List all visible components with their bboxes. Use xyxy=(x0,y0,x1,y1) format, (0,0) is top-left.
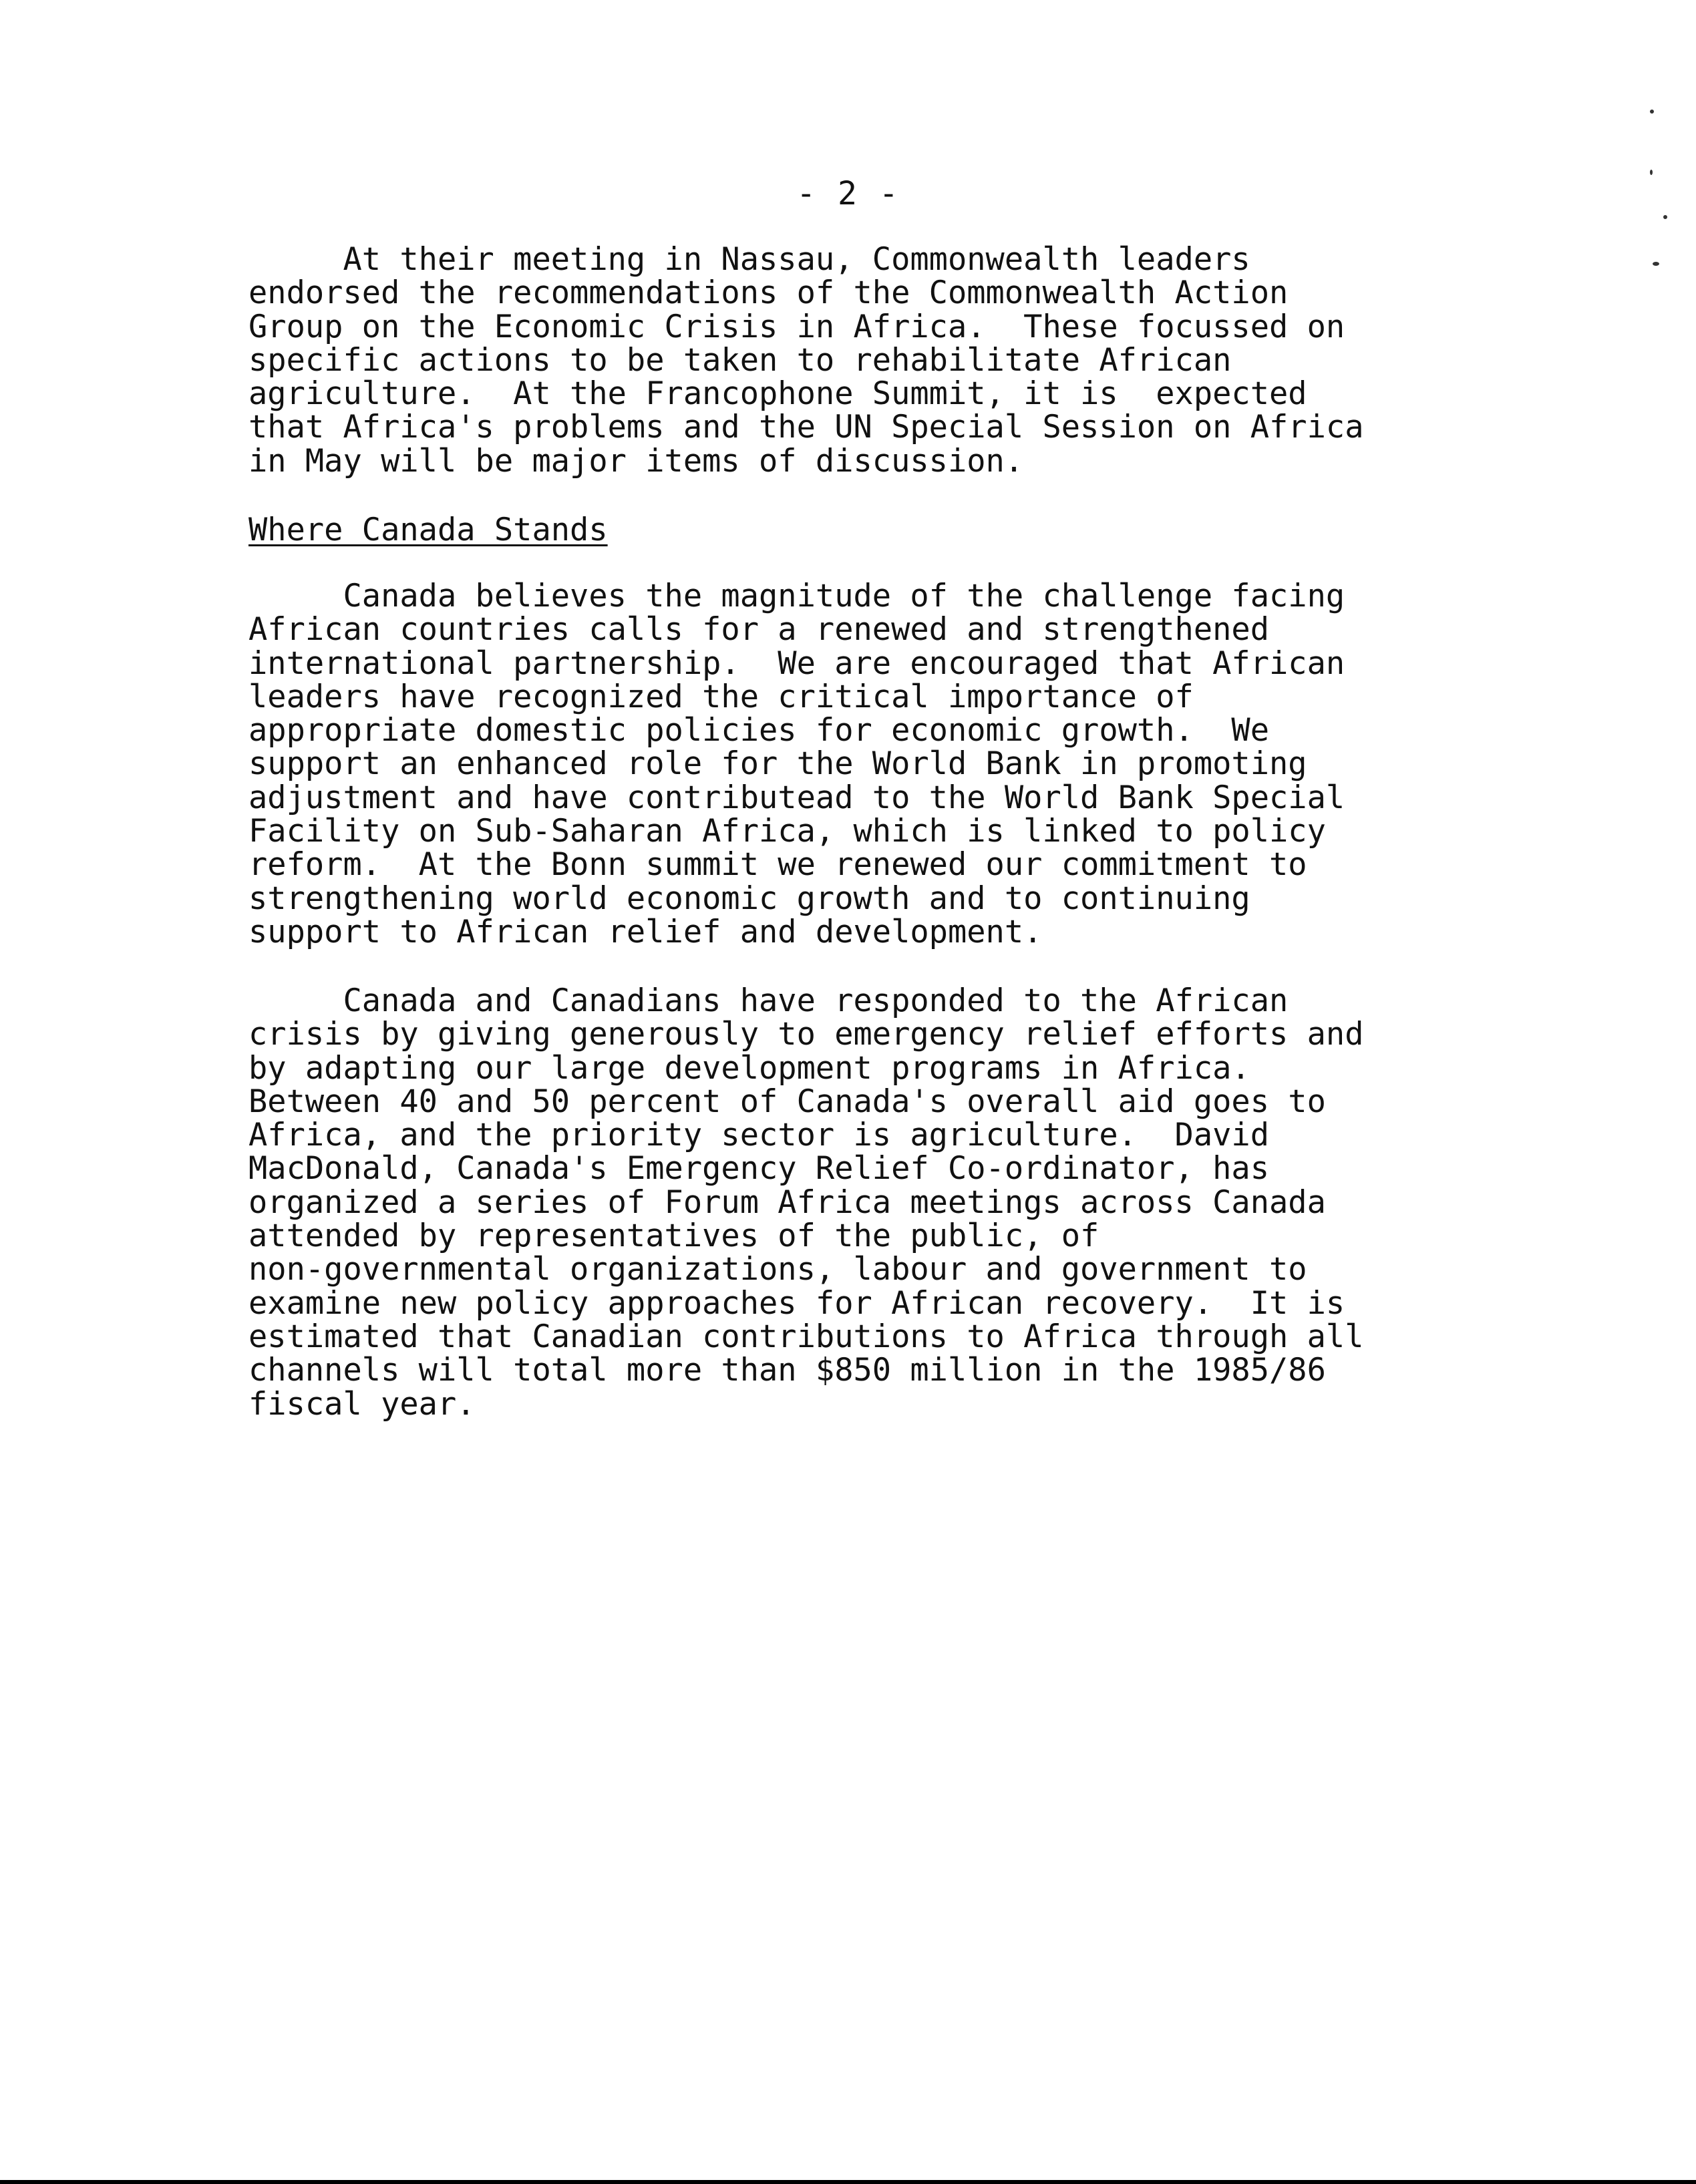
paragraph-canadian-response: Canada and Canadians have responded to the African crisis by giving generously to emergency relief efforts and by adapting our large development programs in Africa. Between 40 and 50 percent of Canada's overall aid goes to Africa, and the priority sector is agriculture. David MacDonald, Canada's Emergency Relief Co-ordinator, has organized a series of Forum Africa meetings across Canada attended by representatives of the public, of non-governmental organizations, labour and government to examine new policy approaches for African recovery. It is estimated that Canadian contributions to Africa through all channels will total more than $850 million in the 1985/86 fiscal year. xyxy=(248,982,1364,1423)
paragraph-canada-position: Canada believes the magnitude of the challenge facing African countries calls for a renewed and strengthened international partnership. We are encouraged that African leaders have recognized the critical importance of appropriate domestic policies for economic growth. We support an enhanced role for the World Bank in promoting adjustment and have contributead to the World Bank Special Facility on Sub-Saharan Africa, which is linked to policy reform. At the Bonn summit we renewed our commitment to strengthening world economic growth and to continuing support to African relief and development. xyxy=(248,578,1345,950)
scan-speck xyxy=(1663,215,1667,219)
scan-speck xyxy=(1650,110,1654,114)
scan-speck xyxy=(1653,262,1659,266)
scan-speck xyxy=(1650,170,1653,175)
section-heading: Where Canada Stands xyxy=(248,512,608,548)
bottom-border xyxy=(0,2180,1696,2184)
page-number: - 2 - xyxy=(796,175,900,212)
paragraph-nassau-meeting: At their meeting in Nassau, Commonwealth leaders endorsed the recommendations of the Commonwealth Action Group on the Economic Crisis in Africa. These focussed on specific actions to be taken to rehabilitate African agriculture. At the Francophone Summit, it is expected that Africa's problems and the UN Special Session on Africa in May will be major items of discussion. xyxy=(248,241,1364,480)
